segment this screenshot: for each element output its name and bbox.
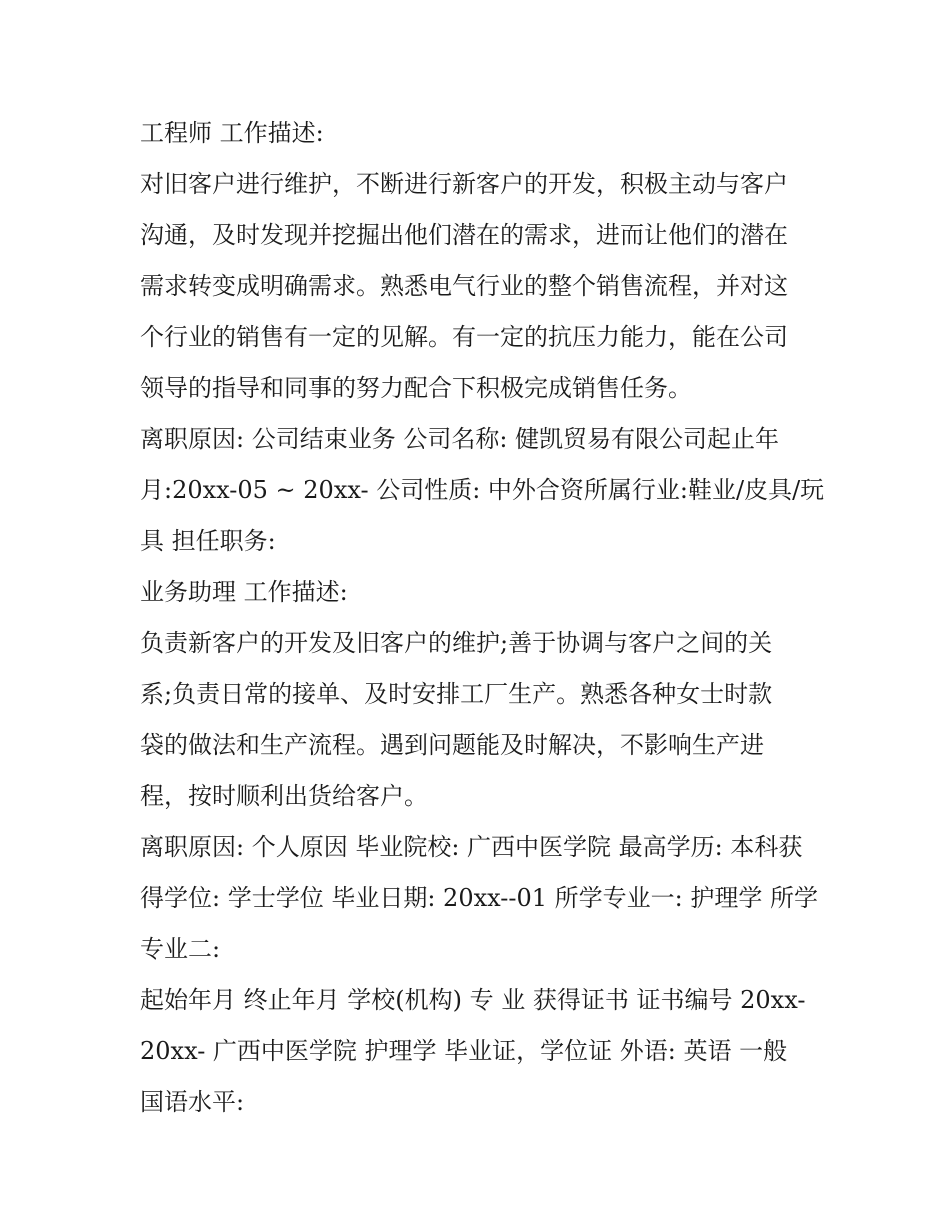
text-line: 离职原因: 个人原因 毕业院校: 广西中医学院 最高学历: 本科获 bbox=[140, 833, 803, 861]
text-line: 月:20xx-05 ~ 20xx- 公司性质: 中外合资所属行业:鞋业/皮具/玩 bbox=[140, 476, 825, 504]
text-line: 具 担任职务: bbox=[140, 527, 276, 555]
text-line: 系;负责日常的接单、及时安排工厂生产。熟悉各种女士时款 bbox=[140, 680, 773, 708]
text-line: 沟通，及时发现并挖掘出他们潜在的需求，进而让他们的潜在 bbox=[140, 221, 788, 249]
text-line: 专业二: bbox=[140, 935, 221, 963]
text-line: 个行业的销售有一定的见解。有一定的抗压力能力，能在公司 bbox=[140, 323, 788, 351]
text-line: 起始年月 终止年月 学校(机构) 专 业 获得证书 证书编号 20xx- bbox=[140, 986, 806, 1014]
text-line: 领导的指导和同事的努力配合下积极完成销售任务。 bbox=[140, 374, 692, 402]
text-line: 对旧客户进行维护，不断进行新客户的开发，积极主动与客户 bbox=[140, 170, 788, 198]
document-body bbox=[140, 108, 825, 1128]
text-line: 袋的做法和生产流程。遇到问题能及时解决，不影响生产进 bbox=[140, 731, 764, 759]
text-line: 负责新客户的开发及旧客户的维护;善于协调与客户之间的关 bbox=[140, 629, 773, 657]
text-line: 需求转变成明确需求。熟悉电气行业的整个销售流程，并对这 bbox=[140, 272, 788, 300]
text-line: 国语水平: bbox=[140, 1088, 245, 1116]
text-line: 得学位: 学士学位 毕业日期: 20xx--01 所学专业一: 护理学 所学 bbox=[140, 884, 818, 912]
text-line: 20xx- 广西中医学院 护理学 毕业证，学位证 外语: 英语 一般 bbox=[140, 1037, 788, 1065]
text-line: 业务助理 工作描述: bbox=[140, 578, 348, 606]
text-line: 离职原因: 公司结束业务 公司名称: 健凯贸易有限公司起止年 bbox=[140, 425, 780, 453]
text-line: 程，按时顺利出货给客户。 bbox=[140, 782, 428, 810]
text-line: 工程师 工作描述: bbox=[140, 119, 324, 147]
